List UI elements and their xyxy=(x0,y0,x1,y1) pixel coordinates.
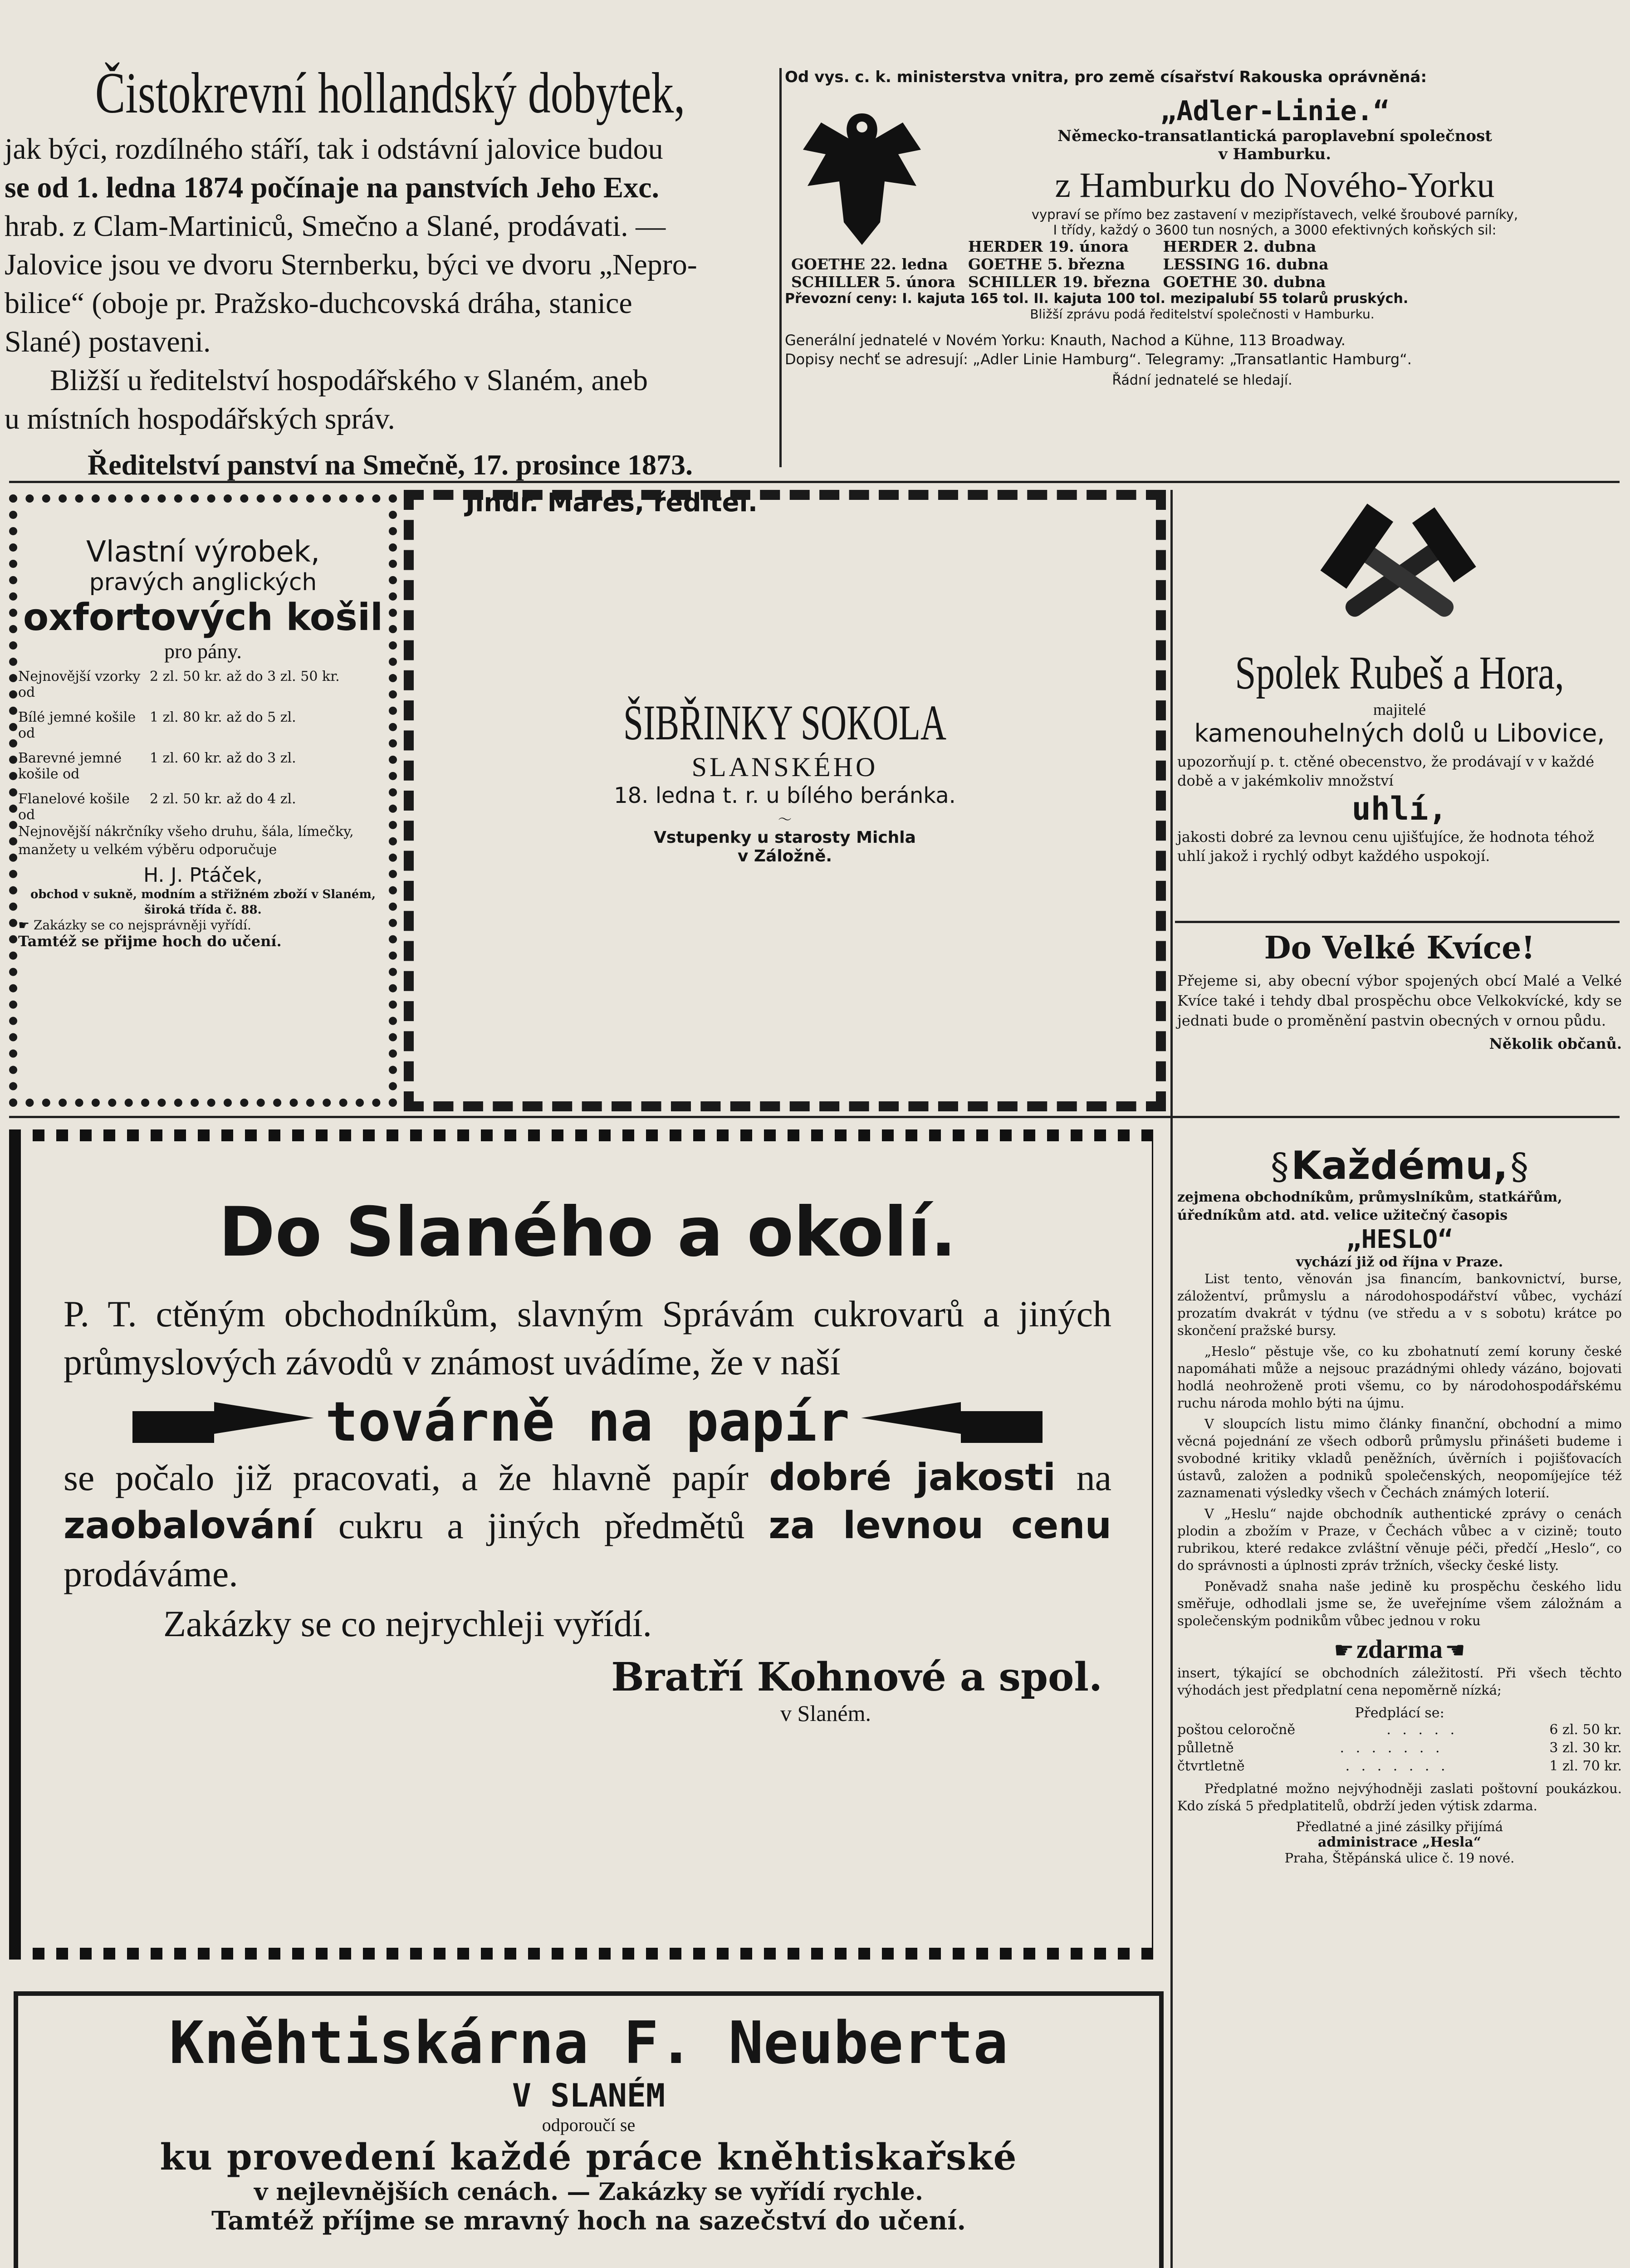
rubes-mines: kamenouhelných dolů u Libovice, xyxy=(1194,719,1605,748)
rate-row xyxy=(1177,1757,1622,1775)
swirl-icon: § xyxy=(1510,1145,1529,1188)
adler-ad xyxy=(785,68,1620,476)
heslo-title-row xyxy=(1177,1143,1622,1188)
heslo-paragraph: List tento, věnován jsa financím, bankovnictví, burse, záložentví, průmyslu a národohospodářství vůbec, vychází prozatím dvakrát v týdnu (ve středu a v s sobotu) krátce po skončení pražské bursy. xyxy=(1177,1271,1622,1338)
shirts-apprentice: Tamtéž se přijme hoch do učení. xyxy=(18,933,282,950)
rate-label: poštou celoročně xyxy=(1177,1722,1296,1738)
pointing-hand-left-icon xyxy=(852,1398,1043,1447)
schedule-row xyxy=(785,273,1335,291)
neubert-recommends: odporoučí se xyxy=(542,2115,636,2135)
rubes-coal: uhlí, xyxy=(1351,790,1448,827)
hammers-icon xyxy=(1177,508,1622,646)
rubes-title: Spolek Rubeš a Hora, xyxy=(1235,647,1564,699)
cattle-line: Bližší u ředitelství hospodářského v Slaném, aneb xyxy=(50,364,648,397)
kvice-signature: Několik občanů. xyxy=(1489,1035,1622,1052)
cattle-text xyxy=(5,130,776,438)
paper-factory: továrně na papír xyxy=(325,1391,850,1454)
price-label: Flanelové košile od xyxy=(18,791,130,823)
rubes-text: jakosti dobré za levnou cenu ujišťujíce, že hodnota téhož uhlí jakož i rychlý odbyt každého uspokojí. xyxy=(1177,828,1595,865)
paper-title: Do Slaného a okolí. xyxy=(218,1193,957,1272)
schedule-cell: SCHILLER 19. března xyxy=(968,273,1150,291)
adler-route: z Hamburku do Nového-Yorku xyxy=(1055,165,1495,205)
price-value: 1 zl. 60 kr. až do 3 zl. xyxy=(150,750,296,766)
shirts-line: Vlastní výrobek, xyxy=(86,535,320,569)
neubert-place: V SLANÉM xyxy=(512,2077,666,2114)
kvice-title: Do Velké Kvíce! xyxy=(1264,930,1535,966)
rate-value: 1 zl. 70 kr. xyxy=(1549,1758,1622,1774)
rubes-ad xyxy=(1177,494,1622,925)
neubert-prices: v nejlevnějších cenách. — Zakázky se vyřídí rychle. xyxy=(254,2178,923,2206)
shirts-line: pravých anglických xyxy=(89,569,317,596)
heslo-prepay: Předplácí se: xyxy=(1355,1705,1444,1721)
sokol-subtitle: SLANSKÉHO xyxy=(691,752,878,782)
kvice-text: Přejeme si, aby obecní výbor spojených obcí Malé a Velké Kvíce také i tehdy dbal prospěchu obce Velkokvícké, kdy se jednati bude o proměnění pastvin obecných v ornou půdu. xyxy=(1177,972,1622,1029)
cattle-line: u místních hospodářských správ. xyxy=(5,402,395,435)
middle-divider xyxy=(9,1116,1620,1118)
sokol-place: v Záložně. xyxy=(737,847,832,865)
pointing-hand-icon: ☛ xyxy=(18,918,34,933)
price-value: 2 zl. 50 kr. až do 3 zl. 50 kr. xyxy=(150,669,340,684)
paper-price: za levnou cenu xyxy=(768,1504,1111,1547)
heslo-paragraph: insert, týkající se obchodních záležitostí. Při všech těchto výhodách jest předplatní cena nepoměrně nízká; xyxy=(1177,1665,1622,1698)
shirts-orders xyxy=(18,918,388,933)
shirts-ad xyxy=(18,508,388,1098)
kvice-ad xyxy=(1177,925,1622,1116)
heslo-paragraph: V „Heslu“ najde obchodník authentické zprávy o cenách plodin a zbožím v Praze, v Čechách vůbec a v cizině; touto rubrikou, které redakce zvláštní věnuje péči, předčí „Heslo“, co do správnosti a úplnosti zpráv tržních, všecky české listy. xyxy=(1177,1506,1622,1573)
paper-body xyxy=(36,1454,1139,1598)
adler-authority: Od vys. c. k. ministerstva vnitra, pro země císařství Rakouska oprávněná: xyxy=(785,68,1427,86)
heslo-since: vychází již od října v Praze. xyxy=(1296,1254,1503,1270)
price-row xyxy=(18,791,388,823)
paper-text: na xyxy=(1055,1457,1111,1498)
rate-dots: . . . . . . . xyxy=(1340,1740,1444,1756)
sokol-title: ŠIBŘINKY SOKOLA xyxy=(623,695,947,750)
heslo-paragraph: Poněvadž snaha naše jedině ku prospěchu českého lidu směřuje, odhodlali jsme se, že uveřejníme všem záložnám a společenským podnikům vůbec jednou v roku xyxy=(1177,1579,1622,1628)
adler-fares: Převozní ceny: I. kajuta 165 tol. II. kajuta 100 tol. mezipalubí 55 tolarů pruských. xyxy=(785,291,1409,307)
pointing-hand-icon: ☛ xyxy=(1334,1637,1354,1663)
cattle-line: hrab. z Clam-Martiniců, Smečno a Slané, prodávati. — xyxy=(5,210,666,243)
price-value: 2 zl. 50 kr. až do 4 zl. xyxy=(150,791,296,807)
cattle-signature: Jindř. Mareš, ředitel. xyxy=(465,488,758,518)
paper-place: v Slaném. xyxy=(780,1701,871,1726)
rate-value: 3 zl. 30 kr. xyxy=(1549,1740,1622,1756)
sokol-date: 18. ledna t. r. u bílého beránka. xyxy=(614,783,956,808)
paper-orders: Zakázky se co nejrychleji vyřídí. xyxy=(163,1603,652,1644)
price-label: Bílé jemné košile od xyxy=(18,709,136,741)
price-value: 1 zl. 80 kr. až do 5 zl. xyxy=(150,709,296,725)
heslo-paragraph: Předplatné možno nejvýhodněji zaslati poštovní poukázkou. Kdo získá 5 předplatitelů, obdrží jeden výtisk zdarma. xyxy=(1177,1781,1622,1813)
heslo-paragraph: V sloupcích listu mimo články finanční, obchodní a mimo věcná pojednání ze všech odborů průmyslu přinášeti budeme i svobodné kritiky vkladů peněžních, úvěrních i pojišťovacích ústavů, založen a podniků společenských, neopomíjejíce též zaznamenati výsledky všech v Čechách známých loterií. xyxy=(1177,1416,1622,1501)
paper-quality: dobré jakosti xyxy=(769,1456,1056,1499)
rate-dots: . . . . . . . xyxy=(1345,1758,1449,1774)
price-label: Nejnovější vzorky od xyxy=(18,669,141,700)
schedule-cell: GOETHE 22. ledna xyxy=(791,255,948,273)
heslo-paragraph: Předlatné a jiné zásilky přijímá xyxy=(1296,1819,1503,1834)
eagle-icon xyxy=(794,95,930,259)
cattle-line: Jalovice jsou ve dvoru Sternberku, býci ve dvoru „Nepro- xyxy=(5,248,697,281)
adler-desc: I třídy, každý o 3600 tun nosných, a 3000 efektivných koňských sil: xyxy=(1053,222,1497,238)
paper-ad xyxy=(36,1157,1139,1937)
rate-dots: . . . . . xyxy=(1386,1722,1459,1738)
rate-label: půlletně xyxy=(1177,1740,1234,1756)
rubes-owners: majitelé xyxy=(1373,700,1426,719)
paper-intro: P. T. ctěným obchodníkům, slavným Správám cukrovarů a jiných průmyslových závodů v známost uvádíme, že v naší xyxy=(64,1293,1111,1383)
adler-city: v Hamburku. xyxy=(1218,145,1331,163)
shirts-extra: Nejnovější nákrčníky všeho druhu, šála, límečky, manžety u velkém výběru odporučuje xyxy=(18,824,354,858)
pointing-hand-right-icon xyxy=(132,1398,323,1447)
sokol-divider-icon: ～ xyxy=(778,812,792,828)
cattle-line: se od 1. ledna 1874 počínaje na panstvích Jeho Exc. xyxy=(5,171,659,204)
paper-text: cukru a jiných předmětů xyxy=(314,1505,769,1546)
heslo-free-row xyxy=(1177,1634,1622,1664)
rate-row xyxy=(1177,1721,1622,1739)
cattle-title: Čistokrevní hollandský dobytek, xyxy=(95,61,685,125)
rate-row xyxy=(1177,1739,1622,1757)
neubert-apprentice: Tamtéž příjme se mravný hoch na sazečství do učení. xyxy=(211,2206,966,2236)
cattle-line: Slané) postaveni. xyxy=(5,325,211,358)
price-label: Barevné jemné košile od xyxy=(18,750,122,782)
shirts-line: oxfortových košil xyxy=(23,596,383,639)
adler-desc: vypraví se přímo bez zastavení v mezipřístavech, velké šroubové parníky, xyxy=(1031,207,1518,222)
column-divider-top xyxy=(779,68,782,467)
schedule-cell: LESSING 16. dubna xyxy=(1163,255,1329,273)
paper-text: se počalo již pracovati, a že hlavně papír xyxy=(64,1457,769,1498)
schedule-cell: SCHILLER 5. února xyxy=(791,273,955,291)
shirts-merchant: H. J. Ptáček, xyxy=(143,864,263,887)
heslo-rates xyxy=(1177,1721,1622,1775)
adler-fares-note: Bližší zprávu podá ředitelství společnosti v Hamburku. xyxy=(1030,307,1375,322)
shirts-line: pro pány. xyxy=(164,640,242,663)
paper-text: prodáváme. xyxy=(64,1553,238,1594)
paper-factory-row xyxy=(36,1391,1139,1454)
shirts-orders-text: Zakázky se co nejsprávněji vyřídí. xyxy=(34,918,251,933)
paper-wrapping: zaobalování xyxy=(64,1504,315,1547)
schedule-cell: GOETHE 30. dubna xyxy=(1163,273,1326,291)
heslo-paragraph: „Heslo“ pěstuje vše, co ku zbohatnutí zemí koruny české napomáhati může a nejsouc prazádnými ohledy vázáno, bojovati hodlá neohroženě proti všemu, co by národohospodářskému ruchu národa mohlo býti na újmu. xyxy=(1177,1344,1622,1411)
right-column-divider xyxy=(1170,490,1173,2268)
heslo-ad xyxy=(1177,1143,1622,2268)
price-row xyxy=(18,669,388,709)
neubert-title: Kněhtiskárna F. Neuberta xyxy=(169,2009,1008,2077)
shirts-shop: obchod v sukně, modním a střižném zboží v Slaném, široká třída č. 88. xyxy=(30,888,376,917)
heslo-title: Každému, xyxy=(1291,1143,1508,1188)
schedule-cell: HERDER 2. dubna xyxy=(1163,238,1317,255)
neubert-ad xyxy=(23,2000,1155,2268)
paper-firm: Bratří Kohnové a spol. xyxy=(611,1654,1102,1700)
price-row xyxy=(18,750,388,791)
price-row xyxy=(18,709,388,750)
adler-address: Dopisy nechť se adresují: „Adler Linie Hamburg“. Telegramy: „Transatlantic Hamburg“. xyxy=(785,351,1412,368)
heslo-intro: zejmena obchodníkům, průmyslníkům, statkářům, úředníkům atd. atd. velice užitečný časopis xyxy=(1177,1189,1562,1223)
heslo-name: „HESLO“ xyxy=(1346,1225,1453,1254)
heslo-admin: administrace „Hesla“ xyxy=(1317,1834,1482,1850)
pointing-hand-icon: ☚ xyxy=(1445,1637,1465,1663)
rate-label: čtvrtletně xyxy=(1177,1758,1245,1774)
schedule-cell: HERDER 19. února xyxy=(968,238,1129,255)
cattle-footer: Ředitelství panství na Smečně, 17. prosince 1873. xyxy=(88,449,693,481)
sokol-ad xyxy=(417,503,1152,1098)
adler-company: Německo-transatlantická paroplavební společnost xyxy=(1057,127,1492,145)
schedule-cell: GOETHE 5. března xyxy=(968,255,1125,273)
rubes-text: upozorňují p. t. ctěné obecenstvo, že prodávají v v každé době a v jakémkoliv množství xyxy=(1177,753,1595,789)
kvice-divider xyxy=(1175,921,1620,923)
cattle-line: jak býci, rozdílného stáří, tak i odstávní jalovice budou xyxy=(5,132,663,166)
neubert-service: ku provedení každé práce kněhtiskařské xyxy=(160,2136,1018,2178)
cattle-line: bilice“ (oboje pr. Pražsko-duchcovská dráha, stanice xyxy=(5,287,632,320)
rate-value: 6 zl. 50 kr. xyxy=(1549,1722,1622,1738)
cattle-ad xyxy=(5,59,776,518)
heslo-free: zdarma xyxy=(1356,1634,1443,1664)
swirl-icon: § xyxy=(1270,1145,1289,1188)
adler-agents-wanted: Řádní jednatelé se hledají. xyxy=(1112,372,1292,388)
sokol-tickets: Vstupenky u starosty Michla xyxy=(654,828,916,847)
adler-name: „Adler-Linie.“ xyxy=(1160,95,1390,127)
heslo-address: Praha, Štěpánská ulice č. 19 nové. xyxy=(1284,1850,1515,1866)
shirts-price-list xyxy=(18,669,388,823)
adler-agent: Generální jednatelé v Novém Yorku: Knauth, Nachod a Kühne, 113 Broadway. xyxy=(785,332,1346,349)
